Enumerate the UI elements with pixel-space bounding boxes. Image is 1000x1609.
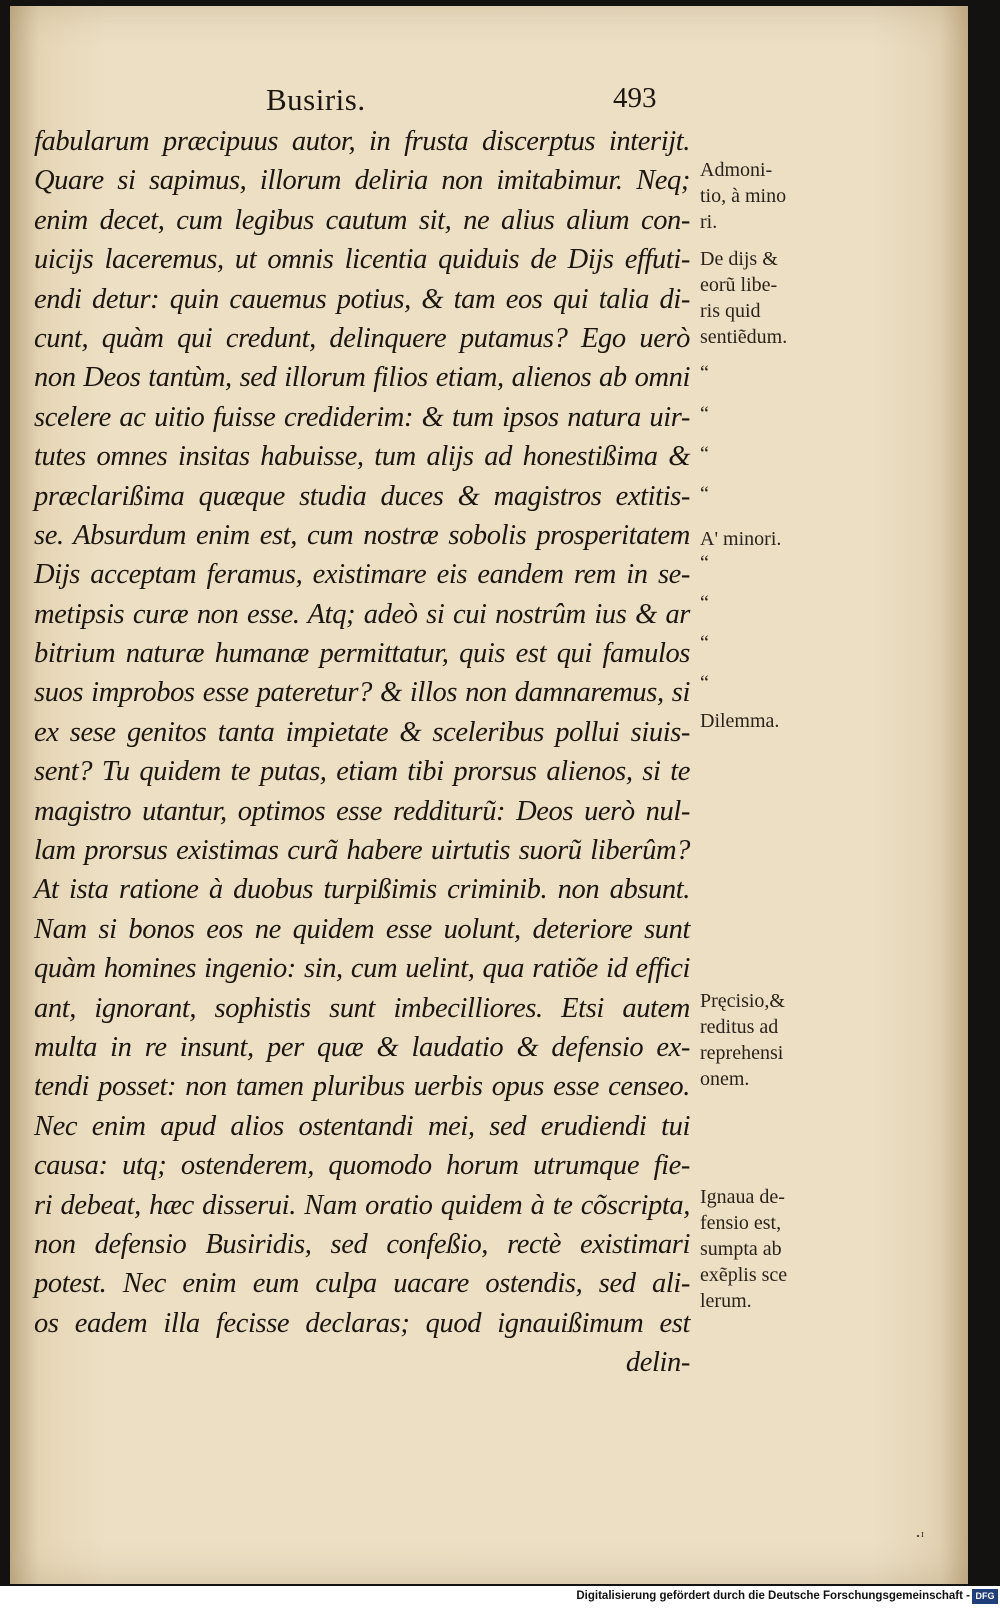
text-line: suos improbos esse pateretur? & illos non damnaremus, si	[34, 677, 690, 709]
text-line: se. Absurdum enim est, cum nostræ sobolis prosperitatem	[34, 519, 690, 551]
running-head: Busiris.	[266, 82, 366, 117]
text-line: sent? Tu quidem te putas, etiam tibi prorsus alienos, si te	[34, 756, 690, 788]
text-line: tutes omnes insitas habuisse, tum alijs ad honestißima &	[34, 441, 690, 473]
margin-note-dilemma: Dilemma.	[700, 710, 780, 732]
text-line: At ista ratione à duobus turpißimis criminib. non absunt.	[34, 874, 690, 906]
text-line: præclarißima quæque studia duces & magistros extitis-	[34, 480, 690, 512]
text-line: non defensio Busiridis, sed confeßio, rectè existimari	[34, 1228, 690, 1260]
text-line: delin-	[625, 1347, 690, 1379]
text-line: bitrium naturæ humanæ permittatur, quis est qui famulos	[34, 638, 690, 670]
quote-mark: “	[700, 632, 709, 654]
dfg-logo: DFG	[972, 1589, 998, 1604]
text-line: ri debeat, hæc disserui. Nam oratio quidem à te cõscripta,	[34, 1189, 690, 1221]
text-line: Nec enim apud alios ostentandi mei, sed erudiendi tui	[34, 1110, 690, 1142]
page-number: 493	[613, 82, 657, 114]
body-text	[34, 122, 690, 1383]
text-line: ex sese genitos tanta impietate & sceleribus pollui siuis-	[34, 716, 690, 748]
text-line: endi detur: quin cauemus potius, & tam eos qui talia di-	[34, 283, 690, 315]
quote-mark: “	[700, 443, 709, 465]
text-line: quàm homines ingenio: sin, cum uelint, qua ratiõe id effici	[34, 953, 690, 985]
text-line: tendi posset: non tamen pluribus uerbis opus esse censeo.	[34, 1071, 690, 1103]
margin-note-admonitio: Admoni- tio, à mino ri.	[700, 159, 787, 233]
stray-mark: ·ᶦ	[915, 1526, 924, 1546]
quote-mark: “	[700, 362, 709, 384]
book-page	[10, 6, 968, 1584]
margin-note-ignaua: Ignaua de- fensio est, sumpta ab exẽplis sce lerum.	[700, 1186, 788, 1312]
text-line: Nam si bonos eos ne quidem esse uolunt, deteriore sunt	[34, 913, 690, 945]
text-line: uicijs laceremus, ut omnis licentia quiduis de Dijs effuti-	[34, 244, 690, 276]
quote-mark: “	[700, 592, 709, 614]
text-line: enim decet, cum legibus cautum sit, ne alius alium con-	[34, 204, 690, 236]
text-line: non Deos tantùm, sed illorum filios etiam, alienos ab omni	[34, 362, 690, 394]
text-line: multa in re insunt, per quæ & laudatio & defensio ex-	[34, 1031, 690, 1063]
text-line: potest. Nec enim eum culpa uacare ostendis, sed ali-	[34, 1268, 690, 1300]
text-line: lam prorsus existimas curã habere uirtutis suorũ liberûm?	[34, 835, 690, 867]
page-header	[10, 82, 968, 122]
margin-note-precisio: Pręcisio,& reditus ad reprehensi onem.	[700, 990, 785, 1090]
margin-note-a-minori: A' minori.	[700, 528, 782, 550]
text-line: Quare si sapimus, illorum deliria non imitabimur. Neq;	[34, 165, 690, 197]
funding-credit: Digitalisierung gefördert durch die Deutsche Forschungsgemeinschaft -	[576, 1590, 970, 1602]
text-line: os eadem illa fecisse declaras; quod ignauißimum est	[34, 1307, 690, 1339]
text-line: magistro utantur, optimos esse redditurũ: Deos uerò nul-	[34, 795, 690, 827]
quote-mark: “	[700, 483, 709, 505]
text-line: causa: utq; ostenderem, quomodo horum utrumque fie-	[34, 1150, 690, 1182]
quote-mark: “	[700, 672, 709, 694]
quote-mark: “	[700, 403, 709, 425]
margin-note-de-dijs: De dijs & eorũ libe- ris quid sentiẽdum.	[700, 248, 788, 348]
digitization-footer	[0, 1586, 1000, 1609]
text-line: cunt, quàm qui credunt, delinquere putamus? Ego uerò	[34, 322, 690, 354]
text-line: ant, ignorant, sophistis sunt imbecilliores. Etsi autem	[34, 992, 690, 1024]
text-line: metipsis curæ non esse. Atq; adeò si cui nostrûm ius & ar	[34, 598, 690, 630]
quote-mark: “	[700, 552, 709, 574]
text-line: fabularum præcipuus autor, in frusta discerptus interijt.	[34, 126, 690, 157]
text-line: Dijs acceptam feramus, existimare eis eandem rem in se-	[34, 559, 690, 591]
text-line: scelere ac uitio fuisse crediderim: & tum ipsos natura uir-	[34, 401, 690, 433]
